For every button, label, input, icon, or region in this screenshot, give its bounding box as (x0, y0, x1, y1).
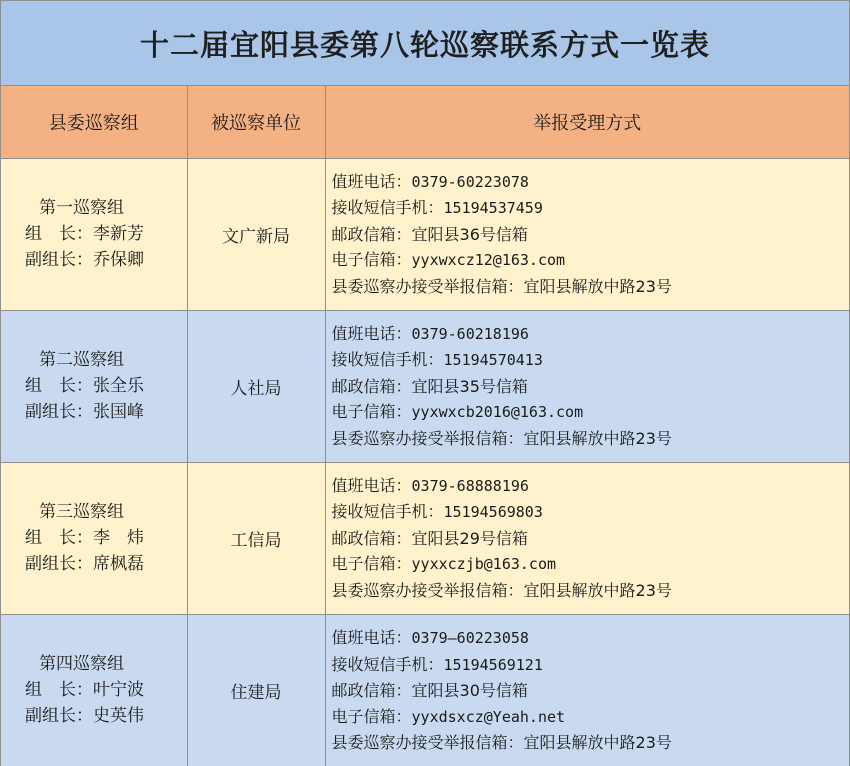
group-cell (1, 158, 187, 310)
phone-value[interactable]: 0379-68888196 (411, 476, 529, 495)
table-row (1, 614, 849, 766)
office-line (332, 578, 850, 604)
sms-label: 接收短信手机： (331, 350, 444, 370)
email-label: 电子信箱： (331, 706, 412, 726)
contact-table (1, 86, 849, 766)
office-label: 县委巡察办接受举报信箱： (331, 580, 524, 600)
group-name: 第二巡察组 (39, 350, 124, 370)
group-deputy: 副组长：乔保卿 (25, 250, 144, 270)
table-row (1, 310, 849, 462)
email-label: 电子信箱： (331, 250, 412, 270)
group-cell (1, 462, 187, 614)
unit-cell: 工信局 (187, 462, 325, 614)
phone-value[interactable]: 0379-60223078 (411, 172, 529, 191)
email-value[interactable]: yyxxczjb@163.com (411, 555, 557, 574)
phone-label: 值班电话： (331, 475, 412, 495)
post-value: 宜阳县30号信箱 (411, 681, 528, 700)
email-value[interactable]: yyxwxcz12@163.com (411, 251, 566, 270)
group-cell (1, 614, 187, 766)
post-line (332, 222, 850, 248)
sms-label: 接收短信手机： (331, 502, 444, 522)
group-leader: 组 长：叶宁波 (25, 680, 144, 701)
post-line (332, 526, 850, 552)
phone-label: 值班电话： (331, 628, 412, 647)
group-deputy: 副组长：席枫磊 (25, 554, 144, 574)
phone-line (332, 321, 850, 348)
group-cell (1, 310, 187, 462)
email-value[interactable]: yyxdsxcz@Yeah.net (411, 707, 566, 726)
office-value: 宜阳县解放中路23号 (523, 276, 672, 296)
email-line (332, 551, 850, 578)
email-value[interactable]: yyxwxcb2016@163.com (411, 403, 584, 422)
group-name: 第一巡察组 (39, 198, 124, 218)
sms-line (332, 652, 850, 679)
group-leader: 组 长：李新芳 (25, 224, 144, 244)
office-label: 县委巡察办接受举报信箱： (331, 428, 524, 448)
post-line (332, 678, 850, 704)
sms-label: 接收短信手机： (331, 198, 444, 218)
office-value: 宜阳县解放中路23号 (523, 428, 672, 448)
office-line (332, 730, 850, 756)
phone-value[interactable]: 0379—60223058 (411, 629, 529, 647)
phone-value[interactable]: 0379-60218196 (411, 324, 529, 343)
table-header-row (1, 86, 849, 158)
post-label: 邮政信箱： (331, 681, 412, 700)
post-line (332, 374, 850, 400)
email-label: 电子信箱： (331, 554, 412, 574)
group-leader: 组 长：张全乐 (25, 376, 144, 396)
page-title: 十二届宜阳县委第八轮巡察联系方式一览表 (139, 27, 710, 62)
post-label: 邮政信箱： (331, 376, 412, 396)
contact-cell (325, 462, 849, 614)
office-value: 宜阳县解放中路23号 (523, 580, 672, 600)
office-label: 县委巡察办接受举报信箱： (331, 276, 524, 296)
group-leader: 组 长：李 炜 (25, 528, 144, 548)
unit-cell: 文广新局 (187, 158, 325, 310)
sms-value[interactable]: 15194537459 (443, 199, 543, 218)
unit-cell: 住建局 (187, 614, 325, 766)
header-group: 县委巡察组 (1, 86, 187, 158)
table-row (1, 158, 849, 310)
sms-value[interactable]: 15194569803 (443, 503, 543, 522)
group-name: 第四巡察组 (39, 654, 124, 675)
post-value: 宜阳县29号信箱 (411, 528, 528, 548)
phone-line (332, 169, 850, 196)
group-deputy: 副组长：史英伟 (25, 706, 144, 727)
header-unit: 被巡察单位 (187, 86, 325, 158)
email-label: 电子信箱： (331, 402, 412, 422)
header-contact: 举报受理方式 (325, 86, 849, 158)
table-row (1, 462, 849, 614)
post-label: 邮政信箱： (331, 224, 412, 244)
email-line (332, 704, 850, 731)
contact-cell (325, 158, 849, 310)
sms-value[interactable]: 15194569121 (443, 655, 543, 674)
post-label: 邮政信箱： (331, 528, 412, 548)
sms-line (332, 347, 850, 374)
group-name: 第三巡察组 (39, 502, 124, 522)
title-bar (1, 1, 849, 86)
office-label: 县委巡察办接受举报信箱： (331, 733, 524, 752)
post-value: 宜阳县36号信箱 (411, 224, 528, 244)
phone-label: 值班电话： (331, 323, 412, 343)
contact-cell (325, 614, 849, 766)
office-line (332, 426, 850, 452)
office-value: 宜阳县解放中路23号 (523, 733, 672, 752)
phone-label: 值班电话： (331, 171, 412, 191)
sms-label: 接收短信手机： (331, 654, 444, 674)
email-line (332, 247, 850, 274)
contact-cell (325, 310, 849, 462)
group-deputy: 副组长：张国峰 (25, 402, 144, 422)
sms-value[interactable]: 15194570413 (443, 351, 543, 370)
sms-line (332, 195, 850, 222)
email-line (332, 399, 850, 426)
phone-line (332, 625, 850, 652)
office-line (332, 274, 850, 300)
phone-line (332, 473, 850, 500)
post-value: 宜阳县35号信箱 (411, 376, 528, 396)
sms-line (332, 499, 850, 526)
unit-cell: 人社局 (187, 310, 325, 462)
